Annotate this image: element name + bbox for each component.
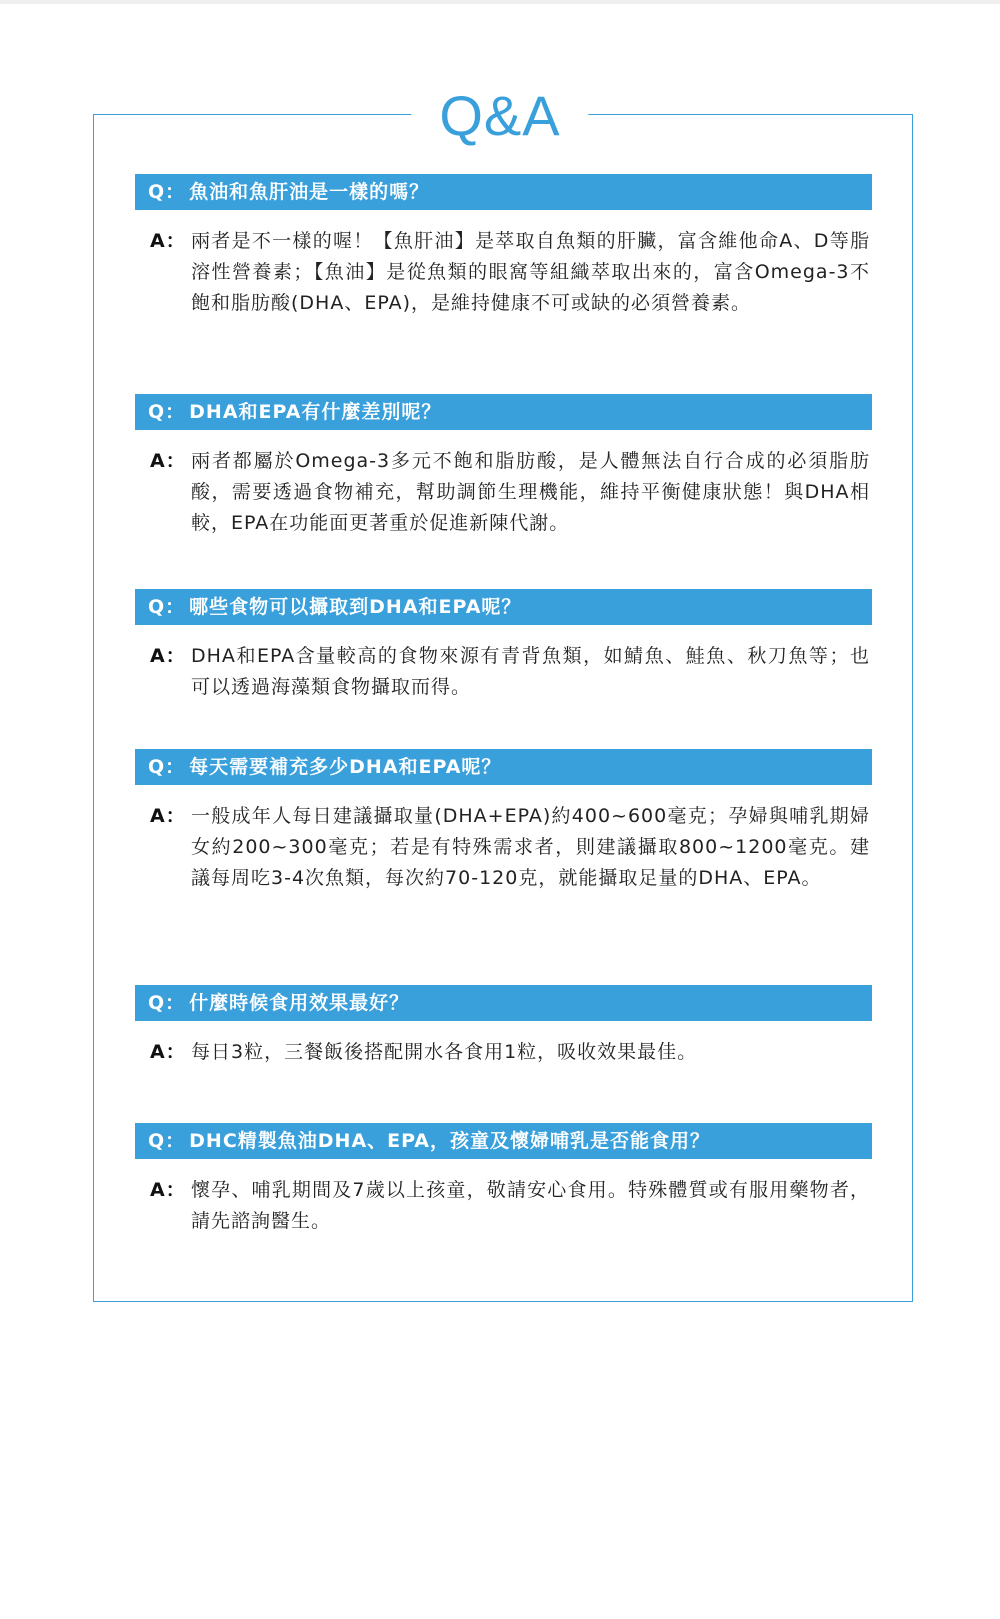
answer (135, 641, 872, 703)
answer-text: 每日3粒，三餐飯後搭配開水各食用1粒，吸收效果最佳。 (191, 1041, 698, 1063)
answer-text: 懷孕、哺乳期間及7歲以上孩童，敬請安心食用。特殊體質或有服用藥物者，請先諮詢醫生。 (191, 1179, 870, 1232)
question-prefix: Q： (148, 756, 186, 778)
question-text: 每天需要補充多少DHA和EPA呢？ (189, 756, 502, 778)
answer (135, 801, 872, 894)
answer (135, 1037, 872, 1068)
top-divider (0, 0, 1000, 4)
answer (135, 226, 872, 319)
qa-item (135, 394, 872, 539)
answer-text: DHA和EPA含量較高的食物來源有青背魚類，如鯖魚、鮭魚、秋刀魚等；也可以透過海藻類食物攝取而得。 (191, 645, 870, 698)
question-text: DHC精製魚油DHA、EPA，孩童及懷婦哺乳是否能食用？ (189, 1130, 711, 1152)
question-prefix: Q： (148, 992, 186, 1014)
question-bar (135, 394, 872, 430)
answer-prefix: A： (150, 645, 186, 667)
question-bar (135, 985, 872, 1021)
qa-item (135, 985, 872, 1068)
qa-item (135, 589, 872, 703)
question-bar (135, 589, 872, 625)
qa-item (135, 174, 872, 319)
answer (135, 1175, 872, 1237)
answer-prefix: A： (150, 230, 186, 252)
question-text: DHA和EPA有什麼差別呢？ (189, 401, 442, 423)
answer (135, 446, 872, 539)
answer-prefix: A： (150, 805, 186, 827)
question-bar (135, 1123, 872, 1159)
qa-item (135, 749, 872, 894)
question-bar (135, 749, 872, 785)
question-text: 什麼時候食用效果最好？ (189, 992, 410, 1014)
question-prefix: Q： (148, 596, 186, 618)
question-prefix: Q： (148, 181, 186, 203)
answer-text: 兩者是不一樣的喔！【魚肝油】是萃取自魚類的肝臟，富含維他命A、D等脂溶性營養素；【魚油】是從魚類的眼窩等組織萃取出來的，富含Omega-3不飽和脂肪酸(DHA、EPA)，是維持健康不可或缺的必須營養素。 (191, 230, 870, 314)
answer-text: 一般成年人每日建議攝取量(DHA+EPA)約400~600毫克；孕婦與哺乳期婦女約200~300毫克；若是有特殊需求者，則建議攝取800~1200毫克。建議每周吃3-4次魚類，每次約70-120克，就能攝取足量的DHA、EPA。 (191, 805, 870, 889)
question-bar (135, 174, 872, 210)
answer-text: 兩者都屬於Omega-3多元不飽和脂肪酸，是人體無法自行合成的必須脂肪酸，需要透過食物補充，幫助調節生理機能，維持平衡健康狀態！與DHA相較，EPA在功能面更著重於促進新陳代謝。 (191, 450, 870, 534)
question-prefix: Q： (148, 401, 186, 423)
qa-item (135, 1123, 872, 1237)
question-prefix: Q： (148, 1130, 186, 1152)
question-text: 魚油和魚肝油是一樣的嗎？ (189, 181, 430, 203)
answer-prefix: A： (150, 450, 186, 472)
question-text: 哪些食物可以攝取到DHA和EPA呢？ (189, 596, 522, 618)
answer-prefix: A： (150, 1041, 186, 1063)
answer-prefix: A： (150, 1179, 186, 1201)
page-title: Q&A (411, 80, 588, 152)
